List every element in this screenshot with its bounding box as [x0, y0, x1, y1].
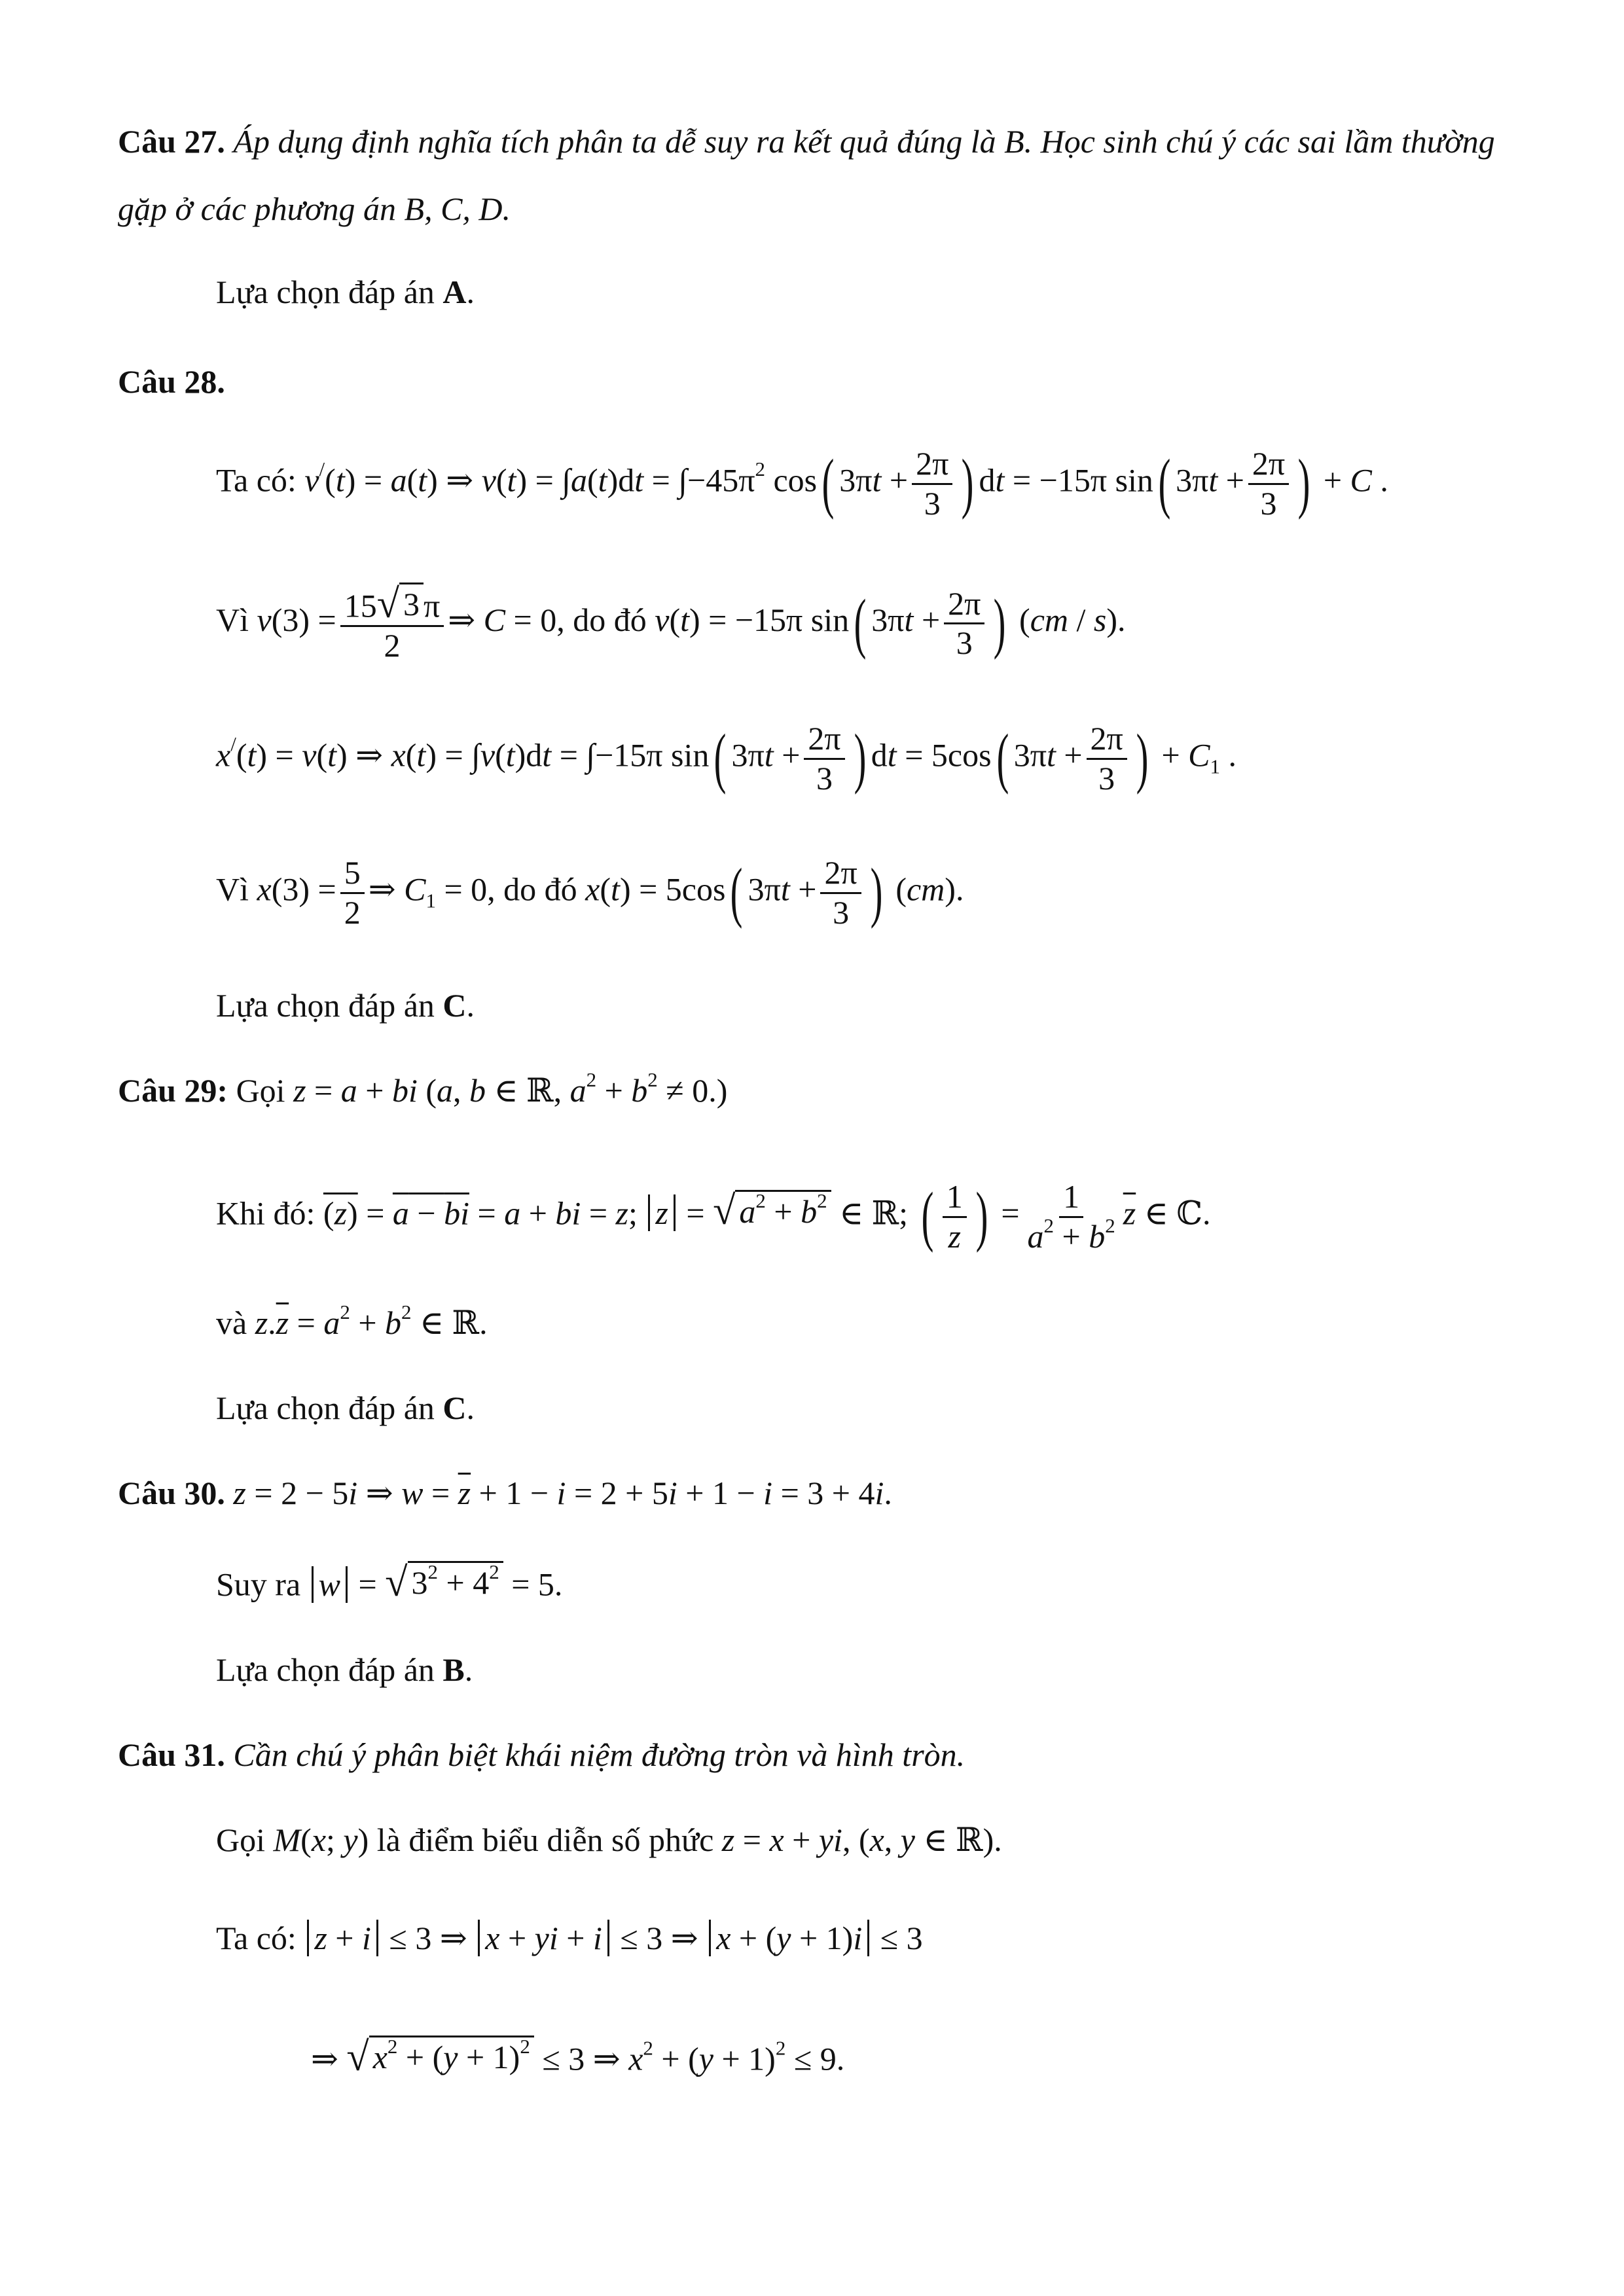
q27-label: Câu 27.	[118, 123, 225, 160]
q30-line-1: Câu 30. z = 2 − 5i ⇒ $w = \overline{z} + 1 - i = 2 + 5i + 1 - i = 3 + 4i$.	[118, 1475, 892, 1511]
q28-formula-4: Vì x(3) = $\frac{5}{2}$ ⇒ $C_1 = 0$, do đó x(t) = 5cos( 3πt + $\frac{2\pi}{3}$ ) (cm).	[216, 854, 964, 931]
q29-line-3: và $z.\overline{z} = a^2 + b^2$ ∈ ℝ.	[216, 1300, 488, 1341]
q27-line-1	[118, 121, 1495, 162]
q30-label: Câu 30.	[118, 1475, 225, 1511]
q28-formula-2: Vì v(3) = 15 √ 3 π 2 ⇒ C = 0, do đó v(t) = −15π sin( 3πt + $\frac{2\pi}{3}$ ) (cm / s).	[216, 580, 1126, 664]
q31-line-4: ⇒ √ $x^2 + (y + 1)^2$ ≤ 3 ⇒ $x^2 + (y + 1)^2 \le 9$.	[311, 2033, 845, 2079]
q29-answer: Lựa chọn đáp án C.	[216, 1390, 475, 1426]
q28-label: Câu 28.	[118, 363, 225, 400]
q27-text-2: gặp ở các phương án B, C, D.	[118, 190, 511, 227]
q29-line-2: Khi đó: (z) = a − bi = a + bi = z; z = √ $a^2 + b^2$ ∈ ℝ; ( $\frac{1}{z}$ ) = $\frac{1}{a^2 + b^2}$ $\overline{z}$ ∈ ℂ.	[216, 1178, 1211, 1255]
q31-line-2: Gọi M(x; y) là điểm biểu diễn số phức z = x + yi, (x, y ∈ ℝ).	[216, 1821, 1002, 1858]
q30-answer: Lựa chọn đáp án B.	[216, 1651, 473, 1688]
q30-line-2: Suy ra w = √ $3^2 + 4^2$ = 5.	[216, 1558, 563, 1605]
q31-line-3: Ta có: z + i ≤ 3 ⇒ x + yi + i ≤ 3 ⇒ x + (y + 1)i ≤ 3	[216, 1920, 923, 1956]
q28-answer: Lựa chọn đáp án C.	[216, 987, 475, 1024]
q31-line-1	[118, 1734, 965, 1776]
q27-line-2	[118, 188, 511, 230]
q28-formula-1: Ta có: v/(t) = a(t) ⇒ $v(t) = \int a(t)dt = \int-45\pi^2$ cos( 3πt + $\frac{2\pi}{3}$ ) dt = −15π sin( 3πt + $\frac{2\pi}{3}$ ) + C .	[216, 445, 1388, 522]
q29-label: Câu 29:	[118, 1072, 228, 1109]
q31-label: Câu 31.	[118, 1736, 225, 1773]
q29-line-1: Câu 29: Gọi z = a + bi (a, b ∈ ℝ, $a^2 + b^2 \ne 0$.)	[118, 1067, 728, 1109]
q27-text-1: Áp dụng định nghĩa tích phân ta dễ suy ra kết quả đúng là B. Học sinh chú ý các sai lầm thường	[233, 123, 1495, 160]
q28-formula-3: x/(t) = v(t) ⇒ x(t) = ∫v(t)dt = ∫−15π sin( 3πt + $\frac{2\pi}{3}$ ) dt = 5cos( 3πt + $\frac{2\pi}{3}$ ) + $C_1$ .	[216, 720, 1236, 797]
q31-text: Cần chú ý phân biệt khái niệm đường tròn và hình tròn.	[233, 1736, 965, 1773]
q27-answer: Lựa chọn đáp án A.	[216, 274, 475, 310]
